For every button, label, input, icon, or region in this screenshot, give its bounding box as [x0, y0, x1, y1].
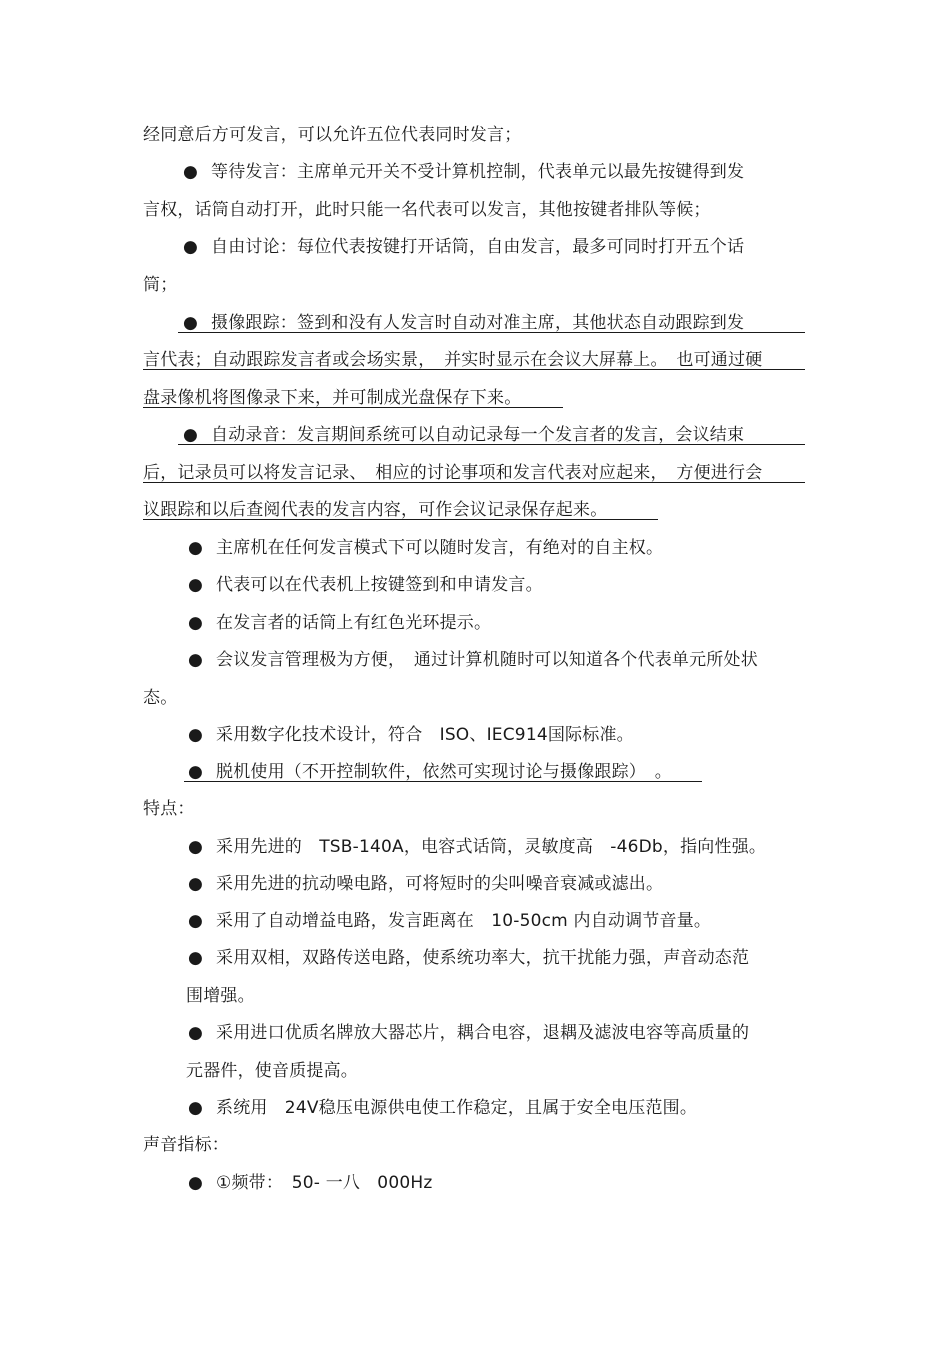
bullet-item: ● 主席机在任何发言模式下可以随时发言，有绝对的自主权。 — [188, 538, 664, 558]
bullet-icon: ● — [188, 1098, 204, 1118]
bullet-item: ● 脱机使用（不开控制软件，依然可实现讨论与摄像跟踪） 。 — [188, 762, 672, 782]
bullet-icon: ● — [188, 575, 204, 595]
underline-rule — [143, 519, 658, 520]
bullet-item: ● 采用先进的抗动噪电路，可将短时的尖叫噪音衰减或滤出。 — [188, 874, 664, 894]
bullet-item: ● 采用进口优质名牌放大器芯片，耦合电容，退耦及滤波电容等高质量的 — [188, 1023, 750, 1043]
bullet-icon: ● — [188, 1023, 204, 1043]
text-line: 筒； — [143, 275, 178, 295]
bullet-item: ● 会议发言管理极为方便， 通过计算机随时可以知道各个代表单元所处状 — [188, 650, 758, 670]
bullet-icon: ● — [183, 162, 199, 182]
bullet-item: ● 摄像跟踪：签到和没有人发言时自动对准主席，其他状态自动跟踪到发 — [183, 313, 745, 333]
bullet-item: ● 等待发言：主席单元开关不受计算机控制，代表单元以最先按键得到发 — [183, 162, 745, 182]
underline-rule — [143, 407, 563, 408]
bullet-icon: ● — [188, 874, 204, 894]
bullet-item: ● 自动录音：发言期间系统可以自动记录每一个发言者的发言，会议结束 — [183, 425, 745, 445]
bullet-icon: ● — [188, 613, 204, 633]
underline-rule — [178, 444, 805, 445]
underline-rule — [143, 369, 805, 370]
bullet-item: ● 采用先进的 TSB-140A，电容式话筒，灵敏度高 -46Db，指向性强。 — [188, 837, 767, 857]
bullet-item: ● 自由讨论：每位代表按键打开话筒，自由发言，最多可同时打开五个话 — [183, 237, 745, 257]
text-line: 围增强。 — [186, 986, 255, 1006]
bullet-icon: ● — [188, 837, 204, 857]
bullet-icon: ● — [183, 425, 199, 445]
bullet-icon: ● — [188, 948, 204, 968]
bullet-item: ● 采用了自动增益电路，发言距离在 10-50cm 内自动调节音量。 — [188, 911, 712, 931]
bullet-item: ● 代表可以在代表机上按键签到和申请发言。 — [188, 575, 543, 595]
bullet-icon: ● — [188, 538, 204, 558]
text-line: 言权，话筒自动打开，此时只能一名代表可以发言，其他按键者排队等候； — [143, 200, 711, 220]
text-line: 议跟踪和以后查阅代表的发言内容，可作会议记录保存起来。 — [143, 500, 608, 520]
bullet-item: ● 采用数字化技术设计，符合 ISO、IEC914国际标准。 — [188, 725, 634, 745]
underline-rule — [184, 781, 702, 782]
bullet-item: ● 在发言者的话筒上有红色光环提示。 — [188, 613, 492, 633]
bullet-icon: ● — [188, 762, 204, 782]
underline-rule — [178, 332, 805, 333]
bullet-item: ● 采用双相，双路传送电路，使系统功率大，抗干扰能力强，声音动态范 — [188, 948, 750, 968]
section-heading: 特点： — [143, 799, 195, 819]
text-line: 元器件，使音质提高。 — [186, 1061, 358, 1081]
text-line: 后，记录员可以将发言记录、 相应的讨论事项和发言代表对应起来， 方便进行会 — [143, 463, 763, 483]
text-line: 言代表；自动跟踪发言者或会场实景， 并实时显示在会议大屏幕上。 也可通过硬 — [143, 350, 763, 370]
text-line: 盘录像机将图像录下来，并可制成光盘保存下来。 — [143, 388, 522, 408]
bullet-item: ● ①频带： 50- 一八 000Hz — [188, 1173, 433, 1193]
text-line: 态。 — [143, 688, 178, 708]
bullet-icon: ● — [188, 911, 204, 931]
bullet-icon: ● — [188, 725, 204, 745]
underline-rule — [143, 482, 805, 483]
bullet-icon: ● — [188, 650, 204, 670]
bullet-icon: ● — [188, 1173, 204, 1193]
section-heading: 声音指标： — [143, 1135, 229, 1155]
bullet-icon: ● — [183, 237, 199, 257]
text-line: 经同意后方可发言，可以允许五位代表同时发言； — [143, 125, 522, 145]
bullet-icon: ● — [183, 313, 199, 333]
bullet-item: ● 系统用 24V稳压电源供电使工作稳定，且属于安全电压范围。 — [188, 1098, 698, 1118]
